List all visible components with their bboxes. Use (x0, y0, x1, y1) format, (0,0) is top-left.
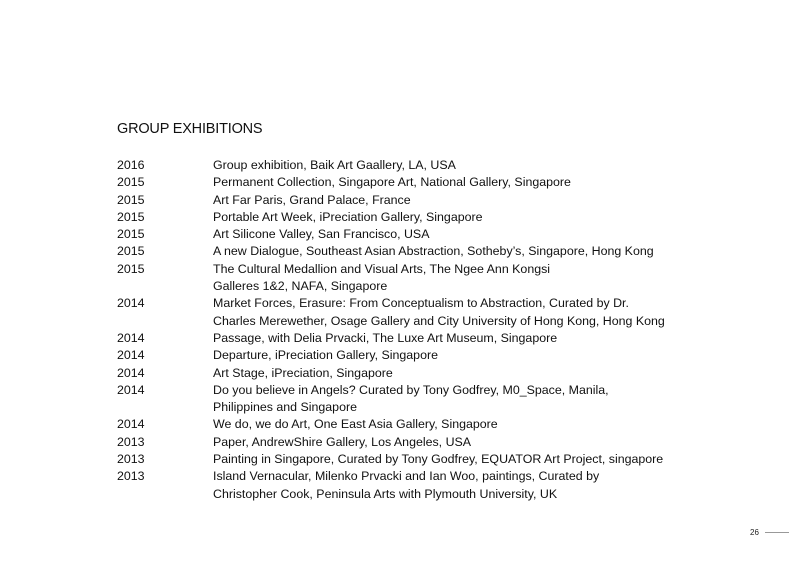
exhibition-row (117, 157, 737, 174)
exhibition-description: We do, we do Art, One East Asia Gallery, Singapore (213, 417, 498, 432)
exhibition-year: 2014 (117, 417, 145, 432)
exhibition-year: 2015 (117, 209, 145, 224)
footer-rule (765, 532, 789, 533)
exhibition-year: 2014 (117, 330, 145, 345)
page-footer (750, 528, 789, 537)
exhibition-year: 2015 (117, 227, 145, 242)
exhibition-description: Art Far Paris, Grand Palace, France (213, 192, 411, 207)
exhibition-row-continuation (117, 399, 737, 416)
exhibition-description: A new Dialogue, Southeast Asian Abstraction, Sotheby’s, Singapore, Hong Kong (213, 244, 654, 259)
exhibition-year (117, 486, 213, 503)
exhibition-list (117, 157, 737, 503)
exhibition-row (117, 226, 737, 243)
exhibition-year (117, 313, 213, 330)
exhibition-year: 2013 (117, 452, 145, 467)
exhibition-description: Paper, AndrewShire Gallery, Los Angeles, USA (213, 434, 472, 449)
exhibition-description: Permanent Collection, Singapore Art, National Gallery, Singapore (213, 175, 571, 190)
exhibition-row-continuation (117, 278, 737, 295)
page-number: 26 (750, 528, 759, 537)
exhibition-description: Art Stage, iPreciation, Singapore (213, 365, 393, 380)
exhibition-description: Market Forces, Erasure: From Conceptualism to Abstraction, Curated by Dr. (213, 296, 629, 311)
exhibition-year: 2015 (117, 261, 145, 276)
exhibition-row (117, 330, 737, 347)
exhibition-description: Art Silicone Valley, San Francisco, USA (213, 227, 430, 242)
exhibition-description: Christopher Cook, Peninsula Arts with Plymouth University, UK (213, 486, 558, 501)
exhibition-year: 2015 (117, 175, 145, 190)
exhibition-year: 2014 (117, 365, 145, 380)
exhibition-description: Group exhibition, Baik Art Gaallery, LA, USA (213, 158, 456, 172)
exhibition-row (117, 365, 737, 382)
section-title: GROUP EXHIBITIONS (117, 121, 263, 137)
exhibition-year: 2016 (117, 158, 145, 172)
exhibition-row (117, 192, 737, 209)
exhibition-row (117, 295, 737, 312)
exhibition-row (117, 382, 737, 399)
exhibition-description: Do you believe in Angels? Curated by Tony Godfrey, M0_Space, Manila, (213, 382, 609, 397)
exhibition-row (117, 261, 737, 278)
exhibition-description: Passage, with Delia Prvacki, The Luxe Art Museum, Singapore (213, 330, 558, 345)
exhibition-year: 2014 (117, 382, 145, 397)
exhibition-description: Departure, iPreciation Gallery, Singapore (213, 348, 438, 363)
exhibition-row (117, 468, 737, 485)
exhibition-year: 2013 (117, 434, 145, 449)
exhibition-row (117, 243, 737, 260)
exhibition-row (117, 451, 737, 468)
exhibition-row-continuation (117, 486, 737, 503)
exhibition-row (117, 347, 737, 364)
exhibition-year: 2014 (117, 348, 145, 363)
exhibition-year: 2015 (117, 192, 145, 207)
exhibition-row-continuation (117, 313, 737, 330)
exhibition-description: The Cultural Medallion and Visual Arts, The Ngee Ann Kongsi (213, 261, 551, 276)
exhibition-row (117, 434, 737, 451)
exhibition-description: Philippines and Singapore (213, 400, 357, 415)
exhibition-description: Painting in Singapore, Curated by Tony Godfrey, EQUATOR Art Project, singapore (213, 452, 664, 467)
exhibition-year: 2014 (117, 296, 145, 311)
exhibition-year (117, 278, 213, 295)
exhibition-row (117, 209, 737, 226)
exhibition-row (117, 174, 737, 191)
exhibition-description: Island Vernacular, Milenko Prvacki and Ian Woo, paintings, Curated by (213, 469, 600, 484)
exhibition-year: 2013 (117, 469, 145, 484)
exhibition-row (117, 416, 737, 433)
exhibition-year (117, 399, 213, 416)
exhibition-description: Charles Merewether, Osage Gallery and City University of Hong Kong, Hong Kong (213, 313, 665, 328)
exhibition-description: Galleres 1&2, NAFA, Singapore (213, 279, 388, 294)
exhibition-description: Portable Art Week, iPreciation Gallery, Singapore (213, 209, 483, 224)
exhibition-year: 2015 (117, 244, 145, 259)
